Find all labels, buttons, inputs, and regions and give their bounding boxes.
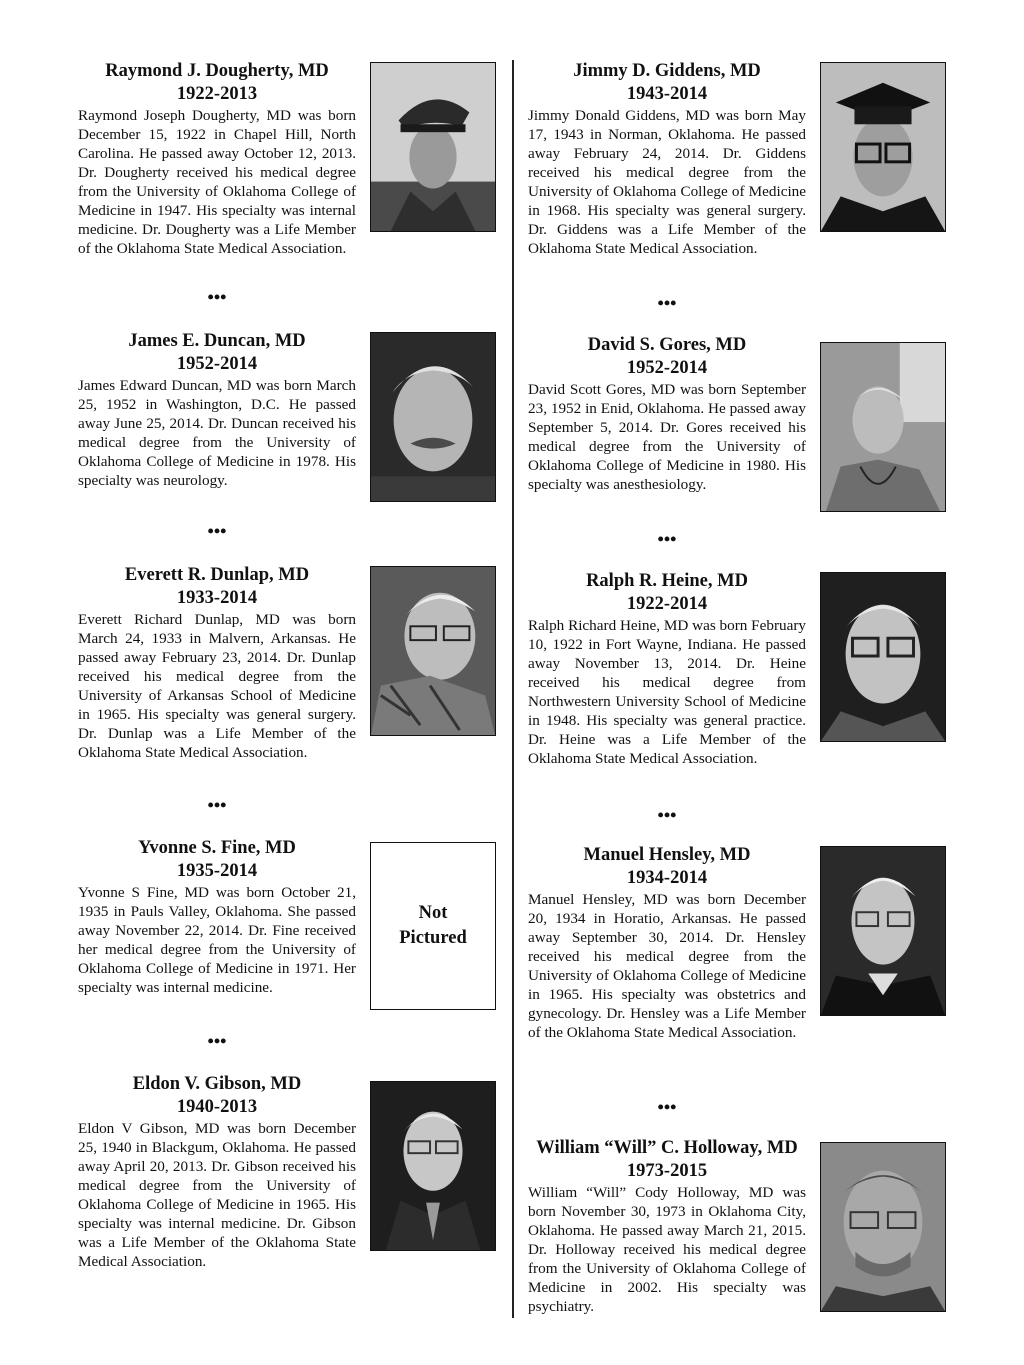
obituary-years: 1933-2014 xyxy=(176,588,258,608)
portrait-photo-heine xyxy=(820,572,946,742)
obituary-gores xyxy=(528,334,806,494)
portrait-photo-dunlap xyxy=(370,566,496,736)
obituary-bio: Everett Richard Dunlap, MD was born March 24, 1933 in Malvern, Arkansas. He passed away February 23, 2014. Dr. Dunlap received his medical degree from the University of Arkansas School of Medicine in 1965. His specialty was general surgery. Dr. Dunlap was a Life Member of the Oklahoma State Medical Association. xyxy=(78,611,356,761)
obituary-name: Yvonne S. Fine, MD xyxy=(138,838,296,858)
portrait-photo-gibson xyxy=(370,1081,496,1251)
portrait-photo-holloway xyxy=(820,1142,946,1312)
obituary-years: 1940-2013 xyxy=(176,1097,258,1117)
column-divider xyxy=(512,60,514,1318)
obituary-heine xyxy=(528,570,806,768)
obituary-name: David S. Gores, MD xyxy=(587,335,747,355)
obituary-bio: William “Will” Cody Holloway, MD was born November 30, 1973 in Oklahoma City, Oklahoma. He passed away March 21, 2015. Dr. Holloway received his medical degree from the University of Oklahoma College of Medicine in 2002. His specialty was psychiatry. xyxy=(528,1184,806,1315)
obituary-name: Manuel Hensley, MD xyxy=(583,845,751,865)
portrait-photo-dougherty xyxy=(370,62,496,232)
obituary-years: 1952-2014 xyxy=(626,358,708,378)
obituary-years: 1943-2014 xyxy=(626,84,708,104)
not-pictured-line1: Not xyxy=(418,903,448,923)
obituary-years: 1922-2013 xyxy=(176,84,258,104)
obituary-bio: Yvonne S Fine, MD was born October 21, 1935 in Pauls Valley, Oklahoma. She passed away November 22, 2014. Dr. Fine received her medical degree from the University of Oklahoma College of Medicine in 1971. Her specialty was internal medicine. xyxy=(78,884,356,996)
separator: ••• xyxy=(207,287,227,307)
obituary-name: Ralph R. Heine, MD xyxy=(586,571,748,591)
obituary-name: Eldon V. Gibson, MD xyxy=(132,1074,302,1094)
obituary-years: 1934-2014 xyxy=(626,868,708,888)
obituary-years: 1973-2015 xyxy=(626,1161,708,1181)
obituary-bio: Raymond Joseph Dougherty, MD was born December 15, 1922 in Chapel Hill, North Carolina. He passed away October 12, 2013. Dr. Dougherty received his medical degree from the University of Oklahoma College of Medicine in 1947. His specialty was internal medicine. Dr. Dougherty was a Life Member of the Oklahoma State Medical Association. xyxy=(78,107,356,257)
portrait-photo-giddens xyxy=(820,62,946,232)
portrait-photo-hensley xyxy=(820,846,946,1016)
not-pictured-line2: Pictured xyxy=(399,928,467,948)
not-pictured-box xyxy=(370,842,496,1010)
separator: ••• xyxy=(657,293,677,313)
obituary-years: 1922-2014 xyxy=(626,594,708,614)
separator: ••• xyxy=(207,521,227,541)
obituary-name: Jimmy D. Giddens, MD xyxy=(573,61,761,81)
obituary-fine xyxy=(78,837,356,997)
obituary-bio: Ralph Richard Heine, MD was born February 10, 1922 in Fort Wayne, Indiana. He passed away November 13, 2014. Dr. Heine received his medical degree from Northwestern University School of Medicine in 1948. His specialty was general practice. Dr. Heine was a Life Member of the Oklahoma State Medical Association. xyxy=(528,617,806,767)
obituary-bio: Manuel Hensley, MD was born December 20, 1934 in Horatio, Arkansas. He passed away September 30, 2014. Dr. Hensley received his medical degree from the University of Oklahoma College of Medicine in 1965. His specialty was obstetrics and gynecology. Dr. Hensley was a Life Member of the Oklahoma State Medical Association. xyxy=(528,891,806,1041)
obituary-dougherty xyxy=(78,60,356,258)
obituary-name: Raymond J. Dougherty, MD xyxy=(105,61,329,81)
portrait-photo-duncan xyxy=(370,332,496,502)
portrait-photo-gores xyxy=(820,342,946,512)
separator: ••• xyxy=(207,1031,227,1051)
obituary-bio: James Edward Duncan, MD was born March 25, 1952 in Washington, D.C. He passed away June 25, 2014. Dr. Duncan received his medical degree from the University of Oklahoma College of Medicine in 1978. His specialty was neurology. xyxy=(78,377,356,489)
obituary-name: James E. Duncan, MD xyxy=(128,331,306,351)
separator: ••• xyxy=(657,805,677,825)
obituary-name: William “Will” C. Holloway, MD xyxy=(536,1138,798,1158)
obituary-years: 1935-2014 xyxy=(176,861,258,881)
separator: ••• xyxy=(657,1097,677,1117)
obituary-years: 1952-2014 xyxy=(176,354,258,374)
obituary-giddens xyxy=(528,60,806,258)
obituary-bio: Eldon V Gibson, MD was born December 25, 1940 in Blackgum, Oklahoma. He passed away April 20, 2013. Dr. Gibson received his medical degree from the University of Oklahoma College of Medicine in 1965. His specialty was internal medicine. Dr. Gibson was a Life Member of the Oklahoma State Medical Association. xyxy=(78,1120,356,1270)
obituary-name: Everett R. Dunlap, MD xyxy=(124,565,310,585)
separator: ••• xyxy=(657,529,677,549)
obituary-dunlap xyxy=(78,564,356,762)
obituary-holloway xyxy=(528,1137,806,1316)
separator: ••• xyxy=(207,795,227,815)
obituary-gibson xyxy=(78,1073,356,1271)
obituary-bio: Jimmy Donald Giddens, MD was born May 17, 1943 in Norman, Oklahoma. He passed away February 24, 2014. Dr. Giddens received his medical degree from the University of Oklahoma College of Medicine in 1968. His specialty was general surgery. Dr. Giddens was a Life Member of the Oklahoma State Medical Association. xyxy=(528,107,806,257)
obituary-hensley xyxy=(528,844,806,1042)
obituary-duncan xyxy=(78,330,356,490)
obituary-bio: David Scott Gores, MD was born September 23, 1952 in Enid, Oklahoma. He passed away September 5, 2014. Dr. Gores received his medical degree from the University of Oklahoma College of Medicine in 1980. His specialty was anesthesiology. xyxy=(528,381,806,493)
